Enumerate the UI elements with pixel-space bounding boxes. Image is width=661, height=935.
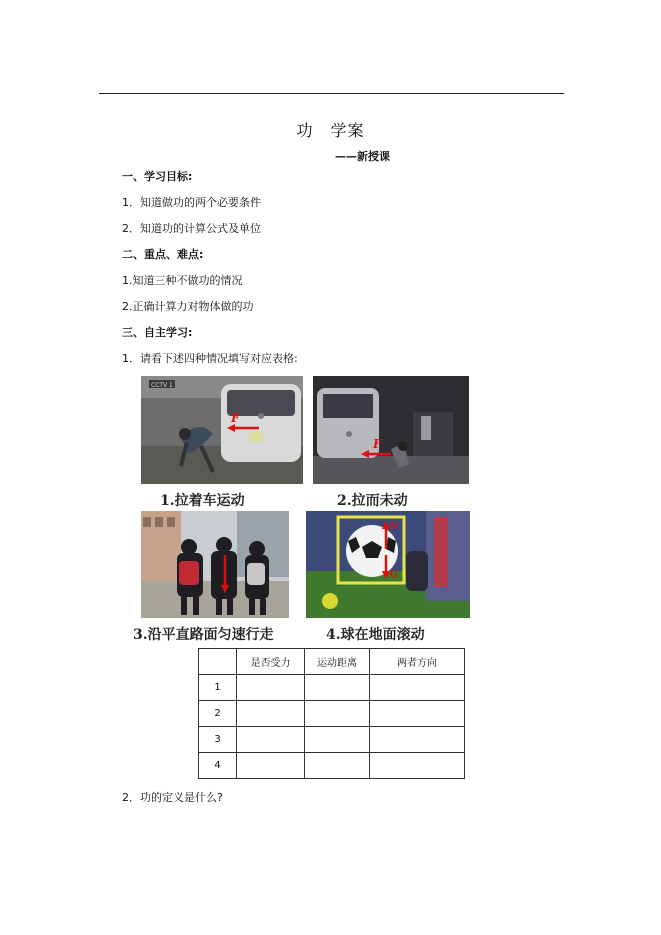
photo-pulling-bus xyxy=(141,376,303,484)
caption-pulling-bus: 1.拉着车运动 xyxy=(160,493,245,509)
goal-item-2: 2．知道功的计算公式及单位 xyxy=(122,222,261,235)
table-row-number: 1 xyxy=(199,675,237,701)
table-row-number: 2 xyxy=(199,701,237,727)
caption-rolling-ball: 4.球在地面滚动 xyxy=(326,627,425,643)
table-row-number: 4 xyxy=(199,753,237,779)
answer-cell[interactable] xyxy=(370,701,465,727)
table-row-number: 3 xyxy=(199,727,237,753)
section-heading-goals: 一、学习目标: xyxy=(122,170,193,183)
table-row xyxy=(199,675,465,701)
section-heading-selfstudy: 三、自主学习: xyxy=(122,326,193,339)
goal-item-1: 1．知道做功的两个必要条件 xyxy=(122,196,261,209)
keypoint-item-1: 1.知道三种不做功的情况 xyxy=(122,274,243,287)
answer-table xyxy=(198,648,465,779)
force-label-F-2: F xyxy=(373,437,382,451)
answer-cell[interactable] xyxy=(305,701,370,727)
answer-cell[interactable] xyxy=(305,727,370,753)
photo-pulling-no-motion xyxy=(313,376,469,484)
force-label-F-1: F xyxy=(231,411,240,425)
table-header-cell: 两者方向 xyxy=(370,649,465,675)
header-rule xyxy=(99,93,564,94)
answer-cell[interactable] xyxy=(237,675,305,701)
answer-cell[interactable] xyxy=(370,727,465,753)
table-header-cell: 运动距离 xyxy=(305,649,370,675)
answer-cell[interactable] xyxy=(370,753,465,779)
answer-cell[interactable] xyxy=(237,727,305,753)
page-title: 功 学案 xyxy=(296,121,365,140)
answer-cell[interactable] xyxy=(305,675,370,701)
cctv-logo: CCTV 1 xyxy=(151,382,173,389)
force-label-G: G xyxy=(390,570,398,580)
page-subtitle: ——新授课 xyxy=(335,150,390,163)
table-row xyxy=(199,727,465,753)
caption-walking: 3.沿平直路面匀速行走 xyxy=(133,627,274,643)
answer-cell[interactable] xyxy=(370,675,465,701)
answer-cell[interactable] xyxy=(305,753,370,779)
force-label-N: N xyxy=(390,522,399,532)
table-header-cell xyxy=(199,649,237,675)
photo-rolling-ball xyxy=(306,511,470,618)
section-heading-keypoints: 二、重点、难点: xyxy=(122,248,204,261)
answer-cell[interactable] xyxy=(237,701,305,727)
caption-pulling-no-motion: 2.拉而未动 xyxy=(337,493,408,509)
question-2: 2．功的定义是什么? xyxy=(122,791,223,804)
answer-cell[interactable] xyxy=(237,753,305,779)
table-header-row xyxy=(199,649,465,675)
photo-walking xyxy=(141,511,289,618)
table-row xyxy=(199,701,465,727)
keypoint-item-2: 2.正确计算力对物体做的功 xyxy=(122,300,254,313)
question-1: 1．请看下述四种情况填写对应表格: xyxy=(122,352,298,365)
table-row xyxy=(199,753,465,779)
table-header-cell: 是否受力 xyxy=(237,649,305,675)
